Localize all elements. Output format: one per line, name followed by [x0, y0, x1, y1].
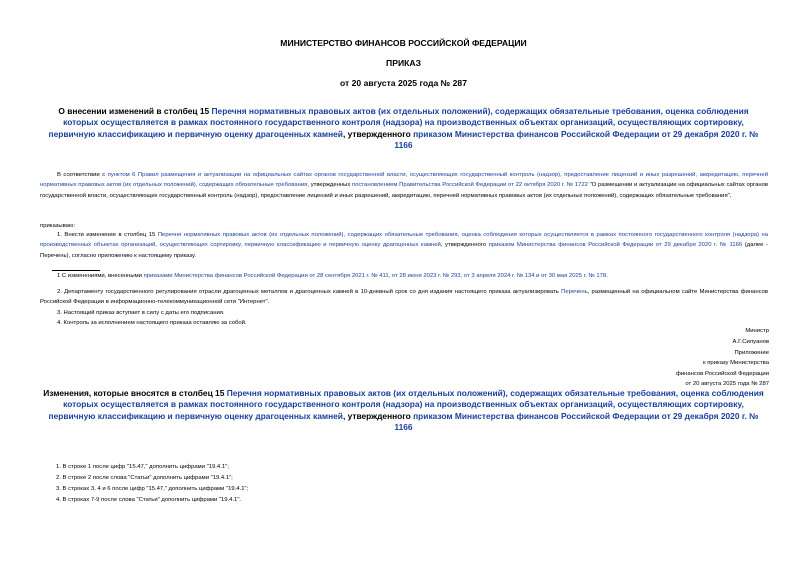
signature-position: Министр [745, 328, 769, 334]
item2-text-a: 2. Департаменту государственного регулирования отрасли драгоценных металлов и драгоценных камней в 10-дневный срок со дня издания настоящего приказа актуализировать [57, 289, 562, 295]
order-item-4: 4. Контроль за исполнением настоящего приказа оставляю за собой. [57, 320, 247, 326]
title-list-link[interactable]: Перечня нормативных правовых актов (их отдельных положений), содержащих обязательные требования, оценка соблюдения которых осуществляется в рамках постоянного государственного контроля (надзора) на производственных объектах организаций, осуществляющих сортировку, первичную классификацию и первичную оценку драгоценных камней [48, 106, 749, 139]
order-title [40, 106, 767, 152]
appendix-title [40, 388, 767, 434]
order-item-1 [40, 230, 768, 261]
changes-list [56, 462, 656, 506]
item1-text-c: (далее - Перечень), согласно приложению к настоящему приказу. [40, 242, 769, 259]
footnote-text-a: 1 С изменениями, внесенными [57, 273, 144, 279]
doc-type-heading: ПРИКАЗ [386, 58, 421, 68]
title-prefix: О внесении изменений в столбец 15 [58, 106, 212, 116]
appendix-title-prefix: Изменения, которые вносятся в столбец 15 [43, 388, 227, 398]
ministry-heading: МИНИСТЕРСТВО ФИНАНСОВ РОССИЙСКОЙ ФЕДЕРАЦИИ [280, 38, 527, 48]
change-item: 1. В строке 1 после цифр "15.47," дополнить цифрами "19.4.1"; [56, 464, 229, 470]
item1-text-b: , утвержденного [440, 242, 489, 249]
item2-list-link[interactable]: Перечень [561, 289, 588, 295]
item1-list-link[interactable]: Перечня нормативных правовых актов (их отдельных положений), содержащих обязательные требования, оценка соблюдения которых осуществляется в рамках постоянного государственного контроля (надзора) на производственных объектах организаций, осуществляющих сортировку, первичную классификацию и первичную оценку драгоценных камней [40, 232, 768, 249]
appendix-title-order-link[interactable]: приказом Министерства финансов Российской Федерации от 29 декабря 2020 г. № 1166 [394, 410, 759, 433]
appendix-title-list-link[interactable]: Перечня нормативных правовых актов (их отдельных положений), содержащих обязательные требования, оценка соблюдения которых осуществляется в рамках постоянного государственного контроля (надзора) на производственных объектах организаций, осуществляющих сортировку, первичную классификацию и первичную оценку драгоценных камней [48, 388, 764, 421]
change-item: 3. В строках 3, 4 и 6 после цифр "15.47," дополнить цифрами "19.4.1"; [56, 486, 249, 492]
footnote-amendments-link[interactable]: приказами Министерства финансов Российской Федерации от 28 сентября 2021 г. № 411, от 28 июня 2023 г. № 293, от 3 апреля 2024 г. № 134 и от 30 мая 2025 г. № 178 [143, 273, 607, 279]
item1-text-a: 1. Внести изменение в столбец 15 [57, 232, 158, 238]
footnote [40, 271, 768, 281]
appendix-title-middle: , утвержденного [342, 410, 414, 421]
change-item: 2. В строке 2 после слова "Статьи" дополнить цифрами "19.4.1"; [56, 475, 233, 481]
preamble-text-a: В соответствии с [57, 172, 108, 178]
appendix-line-2: финансов Российской Федерации [675, 370, 769, 377]
change-item: 4. В строках 7-9 после слова "Статьи" дополнить цифрами "19.4.1". [56, 497, 242, 503]
footnote-text-b: . [606, 273, 608, 279]
appendix-line-3: от 20 августа 2025 года № 287 [685, 380, 769, 387]
item2-text-b: , размещенный на официальном сайте Министерства финансов Российской Федерации в информационно-телекоммуникационной сети "Интернет". [40, 289, 768, 306]
appendix-header [469, 348, 769, 389]
preamble-text-c: "О размещении и актуализации на официальных сайтах органов государственной власти, осуществляющих государственный контроль (надзор), предоставление лицензий и иных разрешений, аккредитацию, перечней нормативных правовых актов (их отдельных положений), содержащих обязательные требования", [40, 182, 769, 199]
appendix-label: Приложение [734, 350, 769, 356]
signature-name: А.Г.Силуанов [732, 339, 769, 345]
order-item-3: 3. Настоящий приказ вступает в силу с даты его подписания. [57, 310, 225, 316]
item1-order-link[interactable]: приказом Министерства финансов Российской Федерации от 29 декабря 2020 г. № 1166 [488, 242, 743, 249]
rules-link[interactable]: пунктом 6 Правил размещения и актуализации на официальных сайтах органов государственной власти, осуществляющих государственный контроль (надзор), предоставление лицензий и иных разрешений, аккредитацию, перечней нормативных правовых актов (их отдельных положений), содержащих обязательные требования [40, 172, 768, 189]
title-middle: , утвержденного [342, 128, 414, 139]
order-item-2 [40, 287, 768, 308]
order-date-number: от 20 августа 2025 года № 287 [340, 78, 467, 88]
title-order-link[interactable]: приказом Министерства финансов Российской Федерации от 29 декабря 2020 г. № 1166 [394, 128, 759, 151]
appendix-line-1: к приказу Министерства [703, 360, 769, 367]
preamble-paragraph [40, 170, 768, 201]
order-verb: приказываю: [40, 223, 76, 229]
government-decree-link[interactable]: постановлением Правительства Российской Федерации от 22 октября 2020 г. № 1722 [352, 182, 588, 189]
preamble-text-b: , утвержденных [307, 182, 353, 189]
